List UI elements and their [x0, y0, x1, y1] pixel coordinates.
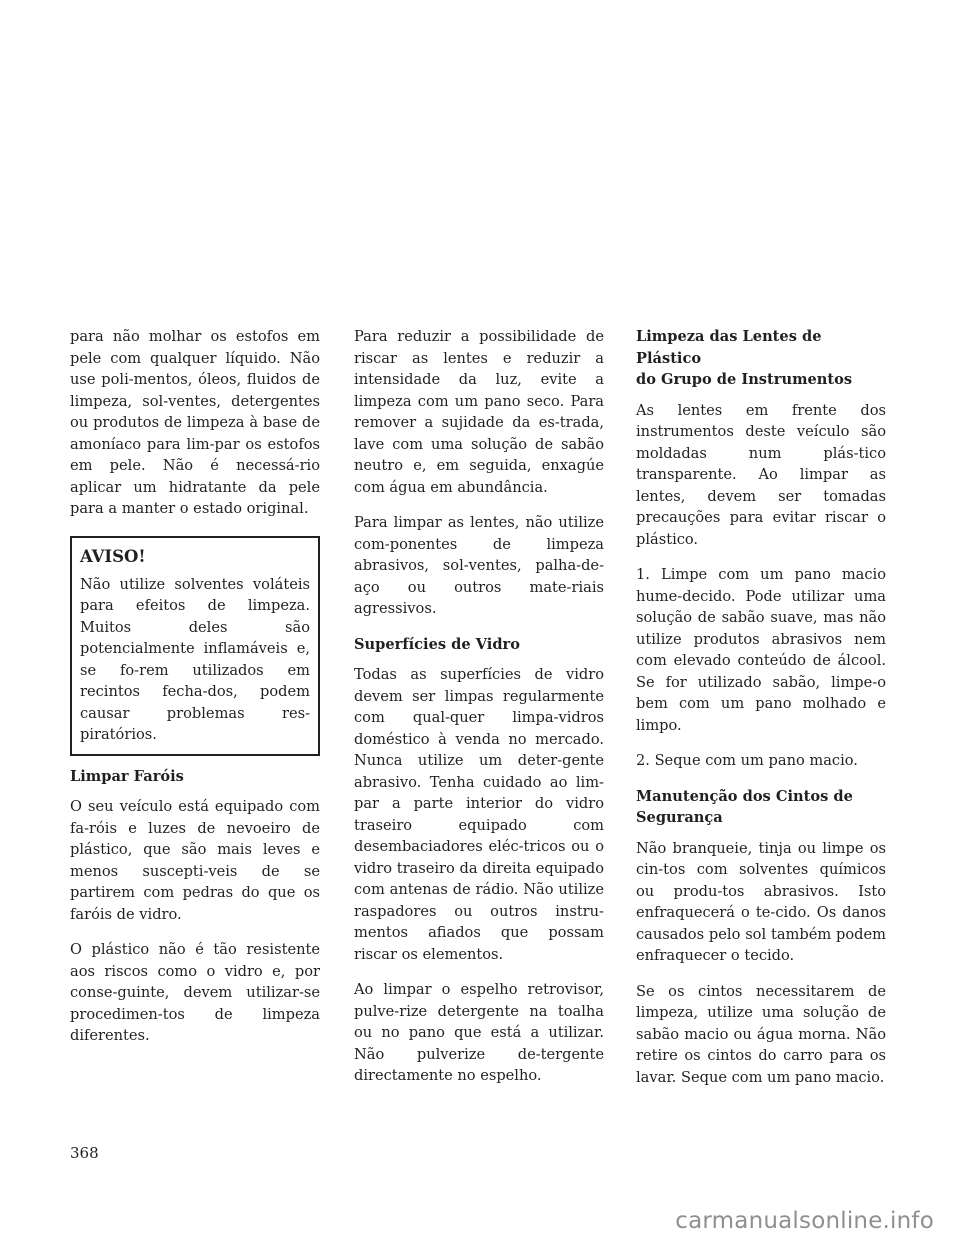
- section-heading-lenses: [636, 326, 886, 391]
- paragraph: para não molhar os estofos em pele com qualquer líquido. Não use poli-mentos, óleos, fluidos de limpeza, sol-ventes, detergentes ou produtos de limpeza à base de amoníaco para lim-par os estofos em pele. Não é necessá-rio aplicar um hidratante da pele para a manter o estado original.: [70, 328, 320, 517]
- paragraph: Não branqueie, tinja ou limpe os cin-tos com solventes químicos ou produ-tos abrasivos. Isto enfraquecerá o te-cido. Os danos causados pelo sol também podem enfraquecer o tecido.: [636, 839, 886, 964]
- heading-line: Segurança: [636, 809, 723, 826]
- paragraph: O seu veículo está equipado com fa-róis e luzes de nevoeiro de plástico, que são mais leves e menos suscepti-veis de se partirem com pedras do que os faróis de vidro.: [70, 798, 320, 923]
- section-heading-seatbelts: [636, 786, 886, 829]
- section-heading-glass: Superfícies de Vidro: [354, 635, 520, 653]
- warning-box: [70, 536, 320, 756]
- heading-line: Manutenção dos Cintos de: [636, 787, 853, 805]
- paragraph: As lentes em frente dos instrumentos deste veículo são moldadas num plás-tico transparente. Ao limpar as lentes, devem ser tomadas precauções para evitar riscar o plástico.: [636, 401, 886, 548]
- paragraph: Ao limpar o espelho retrovisor, pulve-rize detergente na toalha ou no pano que está a utilizar. Não pulverize de-tergente directamente no espelho.: [354, 981, 604, 1084]
- column-right: [636, 326, 886, 1102]
- warning-text: Não utilize solventes voláteis para efeitos de limpeza. Muitos deles são potencialmente inflamáveis e, se fo-rem utilizados em recintos fecha-dos, podem causar problemas res-piratórios.: [80, 575, 310, 743]
- page-number: 368: [70, 1144, 99, 1162]
- paragraph: O plástico não é tão resistente aos riscos como o vidro e, por conse-guinte, devem utilizar-se procedimen-tos de limpeza diferentes.: [70, 941, 320, 1044]
- heading-line: do Grupo de Instrumentos: [636, 371, 853, 388]
- column-left: [70, 326, 320, 1061]
- heading-line: Limpeza das Lentes de Plástico: [636, 328, 822, 367]
- paragraph: Para reduzir a possibilidade de riscar as lentes e reduzir a intensidade da luz, evite a limpeza com um pano seco. Para remover a sujidade da es-trada, lave com uma solução de sabão neutro e, em seguida, enxagúe com água em abundância.: [354, 328, 604, 496]
- paragraph: 1. Limpe com um pano macio hume-decido. Pode utilizar uma solução de sabão suave, mas não utilize produtos abrasivos nem com elevado conteúdo de álcool. Se for utilizado sabão, limpe-o bem com um pano molhado e limpo.: [636, 566, 886, 734]
- warning-title: AVISO!: [80, 546, 146, 566]
- column-middle: [354, 326, 604, 1101]
- paragraph: Todas as superfícies de vidro devem ser limpas regularmente com qual-quer limpa-vidros doméstico à venda no mercado. Nunca utilize um deter-gente abrasivo. Tenha cuidado ao lim-par a parte interior do vidro traseiro equipado com desembaciadores eléc-tricos ou o vidro traseiro da direita equipado com antenas de rádio. Não utilize raspadores ou outros instru-mentos afiados que possam riscar os elementos.: [354, 666, 604, 963]
- paragraph: Para limpar as lentes, não utilize com-ponentes de limpeza abrasivos, sol-ventes, palha-de-aço ou outros mate-riais agressivos.: [354, 514, 604, 617]
- paragraph: Se os cintos necessitarem de limpeza, utilize uma solução de sabão macio ou água morna. Não retire os cintos do carro para os lavar. Seque com um pano macio.: [636, 982, 886, 1086]
- paragraph: 2. Seque com um pano macio.: [636, 752, 858, 769]
- section-heading-headlights: Limpar Faróis: [70, 767, 184, 785]
- watermark: carmanualsonline.info: [675, 1208, 934, 1234]
